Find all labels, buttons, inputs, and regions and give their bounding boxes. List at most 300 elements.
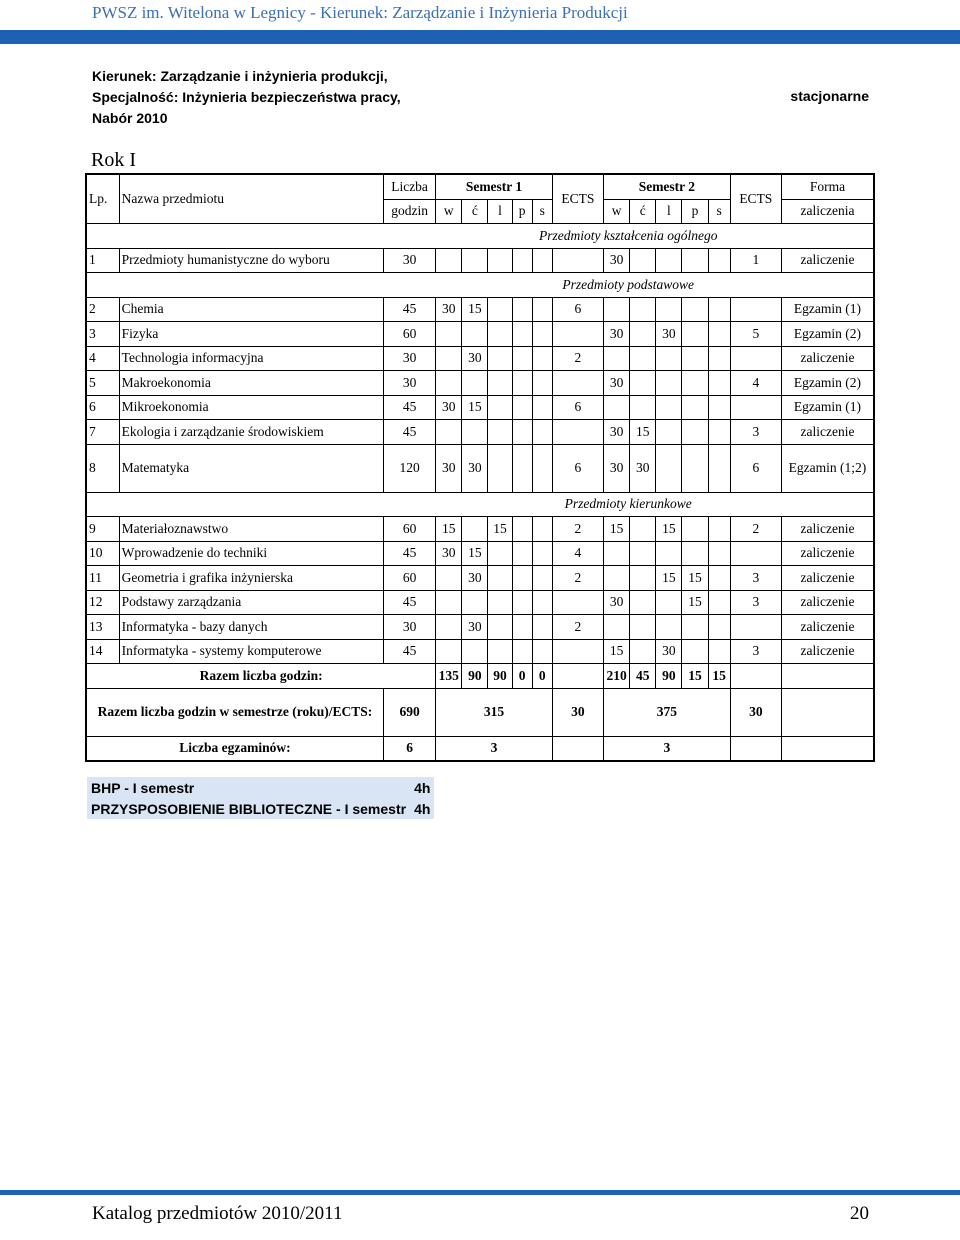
cell-ects2 (730, 395, 781, 420)
cell-s2-c (630, 297, 656, 322)
cell-s1-c: 15 (462, 297, 488, 322)
cell-name: Informatyka - bazy danych (119, 615, 383, 640)
cell-ects1 (552, 590, 603, 615)
intake-line: Nabór 2010 (92, 110, 168, 126)
cell-lp: 8 (86, 444, 119, 492)
cell-hours: 45 (383, 420, 435, 445)
cell-s1-l (488, 248, 512, 273)
cell-forma: zaliczenie (781, 615, 874, 640)
cell-s1-w (436, 590, 462, 615)
cell-s1-w (436, 248, 462, 273)
cell-s1-l (488, 590, 512, 615)
total-s1: 0 (532, 664, 552, 689)
cell-s1-w (436, 639, 462, 664)
cell-s1-s (532, 346, 552, 371)
cell-s2-c: 15 (630, 420, 656, 445)
cell-s2-p (682, 444, 708, 492)
cell-forma: Egzamin (1) (781, 395, 874, 420)
semester-totals-row (86, 688, 874, 736)
table-row (86, 615, 874, 640)
cell-s1-p (512, 590, 532, 615)
cell-forma: Egzamin (1;2) (781, 444, 874, 492)
cell-s1-p (512, 248, 532, 273)
cell-hours: 45 (383, 639, 435, 664)
cell-s1-w (436, 371, 462, 396)
cell-s2-c (630, 590, 656, 615)
cell-ects1 (552, 248, 603, 273)
table-row (86, 395, 874, 420)
cell-name: Makroekonomia (119, 371, 383, 396)
totals-label: Razem liczba godzin: (86, 664, 436, 689)
cell-s1-s (532, 322, 552, 347)
cell-s1-l (488, 566, 512, 591)
section-row (86, 224, 874, 249)
cell-s2-c (630, 346, 656, 371)
cell-lp: 3 (86, 322, 119, 347)
cell-s2-p (682, 322, 708, 347)
cell-s1-l (488, 371, 512, 396)
cell-s2-l: 15 (656, 566, 682, 591)
semester1-total: 315 (436, 688, 553, 736)
header-row-1 (86, 174, 874, 199)
cell-s2-w (604, 615, 630, 640)
cell-hours: 60 (383, 566, 435, 591)
specialty-line: Specjalność: Inżynieria bezpieczeństwa pracy, (92, 89, 401, 105)
footer-bar (0, 1190, 960, 1195)
cell-s1-c: 30 (462, 615, 488, 640)
cell-ects2: 3 (730, 420, 781, 445)
total-s1: 135 (436, 664, 462, 689)
cell-s2-c (630, 322, 656, 347)
cell-s1-s (532, 420, 552, 445)
cell-s2-c: 30 (630, 444, 656, 492)
cell-s1-w: 30 (436, 444, 462, 492)
cell-s1-s (532, 371, 552, 396)
extra-name: PRZYSPOSOBIENIE BIBLIOTECZNE - I semestr (87, 798, 410, 819)
cell-name: Informatyka - systemy komputerowe (119, 639, 383, 664)
name-header: Nazwa przedmiotu (119, 174, 383, 224)
cell-hours: 60 (383, 517, 435, 542)
cell-s2-l (656, 420, 682, 445)
cell-s2-p (682, 615, 708, 640)
cell-forma: zaliczenie (781, 566, 874, 591)
cell-s2-s (708, 639, 730, 664)
cell-lp: 13 (86, 615, 119, 640)
cell-s2-s (708, 346, 730, 371)
cell-forma: zaliczenie (781, 517, 874, 542)
lp-header: Lp. (86, 174, 119, 224)
cell-s2-l (656, 297, 682, 322)
cell-hours: 45 (383, 590, 435, 615)
cell-ects2 (730, 541, 781, 566)
cell-s1-l (488, 639, 512, 664)
cell-s1-s (532, 444, 552, 492)
header-bar (0, 30, 960, 44)
cell-s1-p (512, 444, 532, 492)
cell-s1-c: 30 (462, 566, 488, 591)
w1-header: w (436, 199, 462, 224)
cell-s2-s (708, 566, 730, 591)
cell-s2-p (682, 420, 708, 445)
total-s1: 0 (512, 664, 532, 689)
cell-s1-c (462, 420, 488, 445)
table-row (86, 322, 874, 347)
cell-s2-c (630, 371, 656, 396)
cell-s2-l (656, 395, 682, 420)
ects2-total: 30 (730, 688, 781, 736)
cell-name: Chemia (119, 297, 383, 322)
page-footer (0, 1190, 960, 1240)
cell-name: Ekologia i zarządzanie środowiskiem (119, 420, 383, 445)
cell-s2-w: 30 (604, 371, 630, 396)
cell-s1-w: 30 (436, 395, 462, 420)
header-title: PWSZ im. Witelona w Legnicy - Kierunek: Zarządzanie i Inżynieria Produkcji (92, 3, 628, 22)
program-line: Kierunek: Zarządzanie i inżynieria produkcji, (92, 68, 388, 84)
cell-s1-s (532, 590, 552, 615)
study-mode: stacjonarne (790, 88, 869, 104)
cell-ects1: 6 (552, 444, 603, 492)
semester-totals-hours: 690 (383, 688, 435, 736)
extra-row (87, 798, 434, 819)
cell-s1-w (436, 322, 462, 347)
s1-header: s (532, 199, 552, 224)
totals-row (86, 664, 874, 689)
table-row (86, 371, 874, 396)
cell-s1-w: 30 (436, 541, 462, 566)
cell-s2-w: 15 (604, 639, 630, 664)
godzin-header: godzin (383, 199, 435, 224)
cell-s1-p (512, 395, 532, 420)
cell-name: Wprowadzenie do techniki (119, 541, 383, 566)
section-title: Przedmioty kierunkowe (383, 492, 874, 517)
cell-s2-s (708, 541, 730, 566)
cell-lp: 12 (86, 590, 119, 615)
l1-header: l (488, 199, 512, 224)
total-s2: 45 (630, 664, 656, 689)
cell-hours: 30 (383, 615, 435, 640)
cell-ects2: 3 (730, 639, 781, 664)
cell-name: Matematyka (119, 444, 383, 492)
table-row (86, 248, 874, 273)
cell-ects1: 4 (552, 541, 603, 566)
cell-s2-s (708, 297, 730, 322)
cell-hours: 30 (383, 248, 435, 273)
s2-header: s (708, 199, 730, 224)
cell-ects1 (552, 639, 603, 664)
cell-s2-w: 30 (604, 248, 630, 273)
p1-header: p (512, 199, 532, 224)
exams-label: Liczba egzaminów: (86, 736, 383, 761)
cell-s2-w (604, 346, 630, 371)
cell-s2-w: 30 (604, 322, 630, 347)
exams-total: 6 (383, 736, 435, 761)
cell-name: Podstawy zarządzania (119, 590, 383, 615)
table-row (86, 639, 874, 664)
cell-s2-l (656, 371, 682, 396)
cell-s1-s (532, 541, 552, 566)
cell-ects2: 3 (730, 590, 781, 615)
cell-s2-c (630, 639, 656, 664)
cell-s2-s (708, 590, 730, 615)
cell-ects1: 2 (552, 517, 603, 542)
cell-hours: 45 (383, 395, 435, 420)
cell-s1-p (512, 566, 532, 591)
cell-ects1 (552, 420, 603, 445)
cell-s2-s (708, 420, 730, 445)
cell-s2-p (682, 639, 708, 664)
cell-s1-c (462, 322, 488, 347)
total-s1: 90 (488, 664, 512, 689)
cell-s1-p (512, 346, 532, 371)
cell-s1-p (512, 615, 532, 640)
cell-s1-w (436, 615, 462, 640)
cell-s1-p (512, 297, 532, 322)
cell-s1-l (488, 615, 512, 640)
cell-s2-l (656, 590, 682, 615)
footer-catalog: Katalog przedmiotów 2010/2011 (92, 1203, 343, 1224)
cell-s2-p (682, 517, 708, 542)
cell-s2-l (656, 248, 682, 273)
semester-totals-label: Razem liczba godzin w semestrze (roku)/ECTS: (86, 688, 383, 736)
cell-s2-w (604, 395, 630, 420)
cell-s2-s (708, 322, 730, 347)
table-row (86, 346, 874, 371)
cell-s2-p (682, 297, 708, 322)
cell-lp: 6 (86, 395, 119, 420)
cell-s1-p (512, 541, 532, 566)
cell-lp: 14 (86, 639, 119, 664)
year-label: Rok I (91, 149, 136, 171)
total-s2: 210 (604, 664, 630, 689)
cell-s2-s (708, 395, 730, 420)
cell-ects2 (730, 615, 781, 640)
section-row (86, 273, 874, 298)
extra-name: BHP - I semestr (87, 777, 410, 798)
cell-ects2: 3 (730, 566, 781, 591)
table-row (86, 444, 874, 492)
table-row (86, 297, 874, 322)
semester1-header: Semestr 1 (436, 174, 553, 199)
cell-s1-l (488, 420, 512, 445)
cell-ects1: 2 (552, 566, 603, 591)
w2-header: w (604, 199, 630, 224)
cell-hours: 45 (383, 297, 435, 322)
cell-s1-c: 30 (462, 444, 488, 492)
cell-s2-c (630, 248, 656, 273)
cell-lp: 9 (86, 517, 119, 542)
cell-s2-p (682, 248, 708, 273)
study-plan-table (85, 173, 875, 762)
cell-s2-c (630, 517, 656, 542)
total-s2: 15 (708, 664, 730, 689)
cell-s1-c (462, 517, 488, 542)
cell-s1-l (488, 444, 512, 492)
cell-lp: 10 (86, 541, 119, 566)
cell-forma: zaliczenie (781, 420, 874, 445)
cell-s1-w: 30 (436, 297, 462, 322)
cell-lp: 2 (86, 297, 119, 322)
cell-lp: 4 (86, 346, 119, 371)
cell-hours: 60 (383, 322, 435, 347)
exams-row (86, 736, 874, 761)
section-title: Przedmioty kształcenia ogólnego (383, 224, 874, 249)
cell-s2-s (708, 248, 730, 273)
cell-s1-l (488, 322, 512, 347)
cell-s1-s (532, 395, 552, 420)
cell-name: Mikroekonomia (119, 395, 383, 420)
extra-courses (87, 777, 434, 819)
cell-s1-s (532, 517, 552, 542)
cell-forma: Egzamin (1) (781, 297, 874, 322)
cell-hours: 30 (383, 346, 435, 371)
semester2-total: 375 (604, 688, 731, 736)
cell-forma: Egzamin (2) (781, 371, 874, 396)
cell-ects1: 6 (552, 297, 603, 322)
table-row (86, 541, 874, 566)
cell-forma: Egzamin (2) (781, 322, 874, 347)
cell-s2-w: 15 (604, 517, 630, 542)
cell-s1-l (488, 395, 512, 420)
cell-s1-l (488, 297, 512, 322)
cell-lp: 1 (86, 248, 119, 273)
cell-s2-l (656, 444, 682, 492)
cell-ects1 (552, 371, 603, 396)
cell-s2-s (708, 444, 730, 492)
cell-s2-c (630, 566, 656, 591)
section-row (86, 492, 874, 517)
cell-s1-c: 15 (462, 541, 488, 566)
cell-s2-w (604, 566, 630, 591)
cell-forma: zaliczenie (781, 639, 874, 664)
cell-s1-c (462, 639, 488, 664)
total-s2: 15 (682, 664, 708, 689)
cell-ects1: 2 (552, 346, 603, 371)
semester2-header: Semestr 2 (604, 174, 731, 199)
cell-hours: 30 (383, 371, 435, 396)
cell-s1-w: 15 (436, 517, 462, 542)
cell-s2-l (656, 615, 682, 640)
cell-s2-c (630, 541, 656, 566)
cell-ects1: 6 (552, 395, 603, 420)
cell-s1-s (532, 615, 552, 640)
cell-s2-l: 30 (656, 322, 682, 347)
l2-header: l (656, 199, 682, 224)
section-title: Przedmioty podstawowe (383, 273, 874, 298)
table-row (86, 517, 874, 542)
cell-ects2: 5 (730, 322, 781, 347)
cell-ects2: 1 (730, 248, 781, 273)
cell-s1-c: 30 (462, 346, 488, 371)
cell-s2-l (656, 346, 682, 371)
cell-s2-p: 15 (682, 590, 708, 615)
cell-hours: 45 (383, 541, 435, 566)
ects1-header: ECTS (552, 174, 603, 224)
cell-s1-s (532, 639, 552, 664)
extra-row (87, 777, 434, 798)
cell-s1-l (488, 346, 512, 371)
liczba-header: Liczba (383, 174, 435, 199)
cell-name: Fizyka (119, 322, 383, 347)
cell-s1-s (532, 248, 552, 273)
cell-s1-c (462, 248, 488, 273)
cell-name: Materiałoznawstwo (119, 517, 383, 542)
cell-s2-s (708, 517, 730, 542)
cell-s2-w: 30 (604, 420, 630, 445)
cell-s2-l: 15 (656, 517, 682, 542)
table-row (86, 566, 874, 591)
cell-s2-s (708, 371, 730, 396)
cell-forma: zaliczenie (781, 590, 874, 615)
cell-s1-s (532, 297, 552, 322)
cell-ects2: 2 (730, 517, 781, 542)
extra-hours: 4h (410, 798, 434, 819)
exams-semester1: 3 (436, 736, 553, 761)
cell-s1-p (512, 371, 532, 396)
cell-s1-p (512, 517, 532, 542)
page-number: 20 (850, 1203, 869, 1224)
cell-s2-p (682, 541, 708, 566)
table-row (86, 590, 874, 615)
cell-s1-s (532, 566, 552, 591)
cell-s1-w (436, 420, 462, 445)
extra-hours: 4h (410, 777, 434, 798)
cell-s2-p: 15 (682, 566, 708, 591)
cell-forma: zaliczenie (781, 346, 874, 371)
cell-s1-l (488, 541, 512, 566)
cell-s1-p (512, 420, 532, 445)
exams-semester2: 3 (604, 736, 731, 761)
cell-s2-w: 30 (604, 444, 630, 492)
cell-s2-l (656, 541, 682, 566)
cell-ects2 (730, 297, 781, 322)
total-s1: 90 (462, 664, 488, 689)
page-header (0, 0, 960, 44)
cell-s2-w (604, 297, 630, 322)
total-s2: 90 (656, 664, 682, 689)
c1-header: ć (462, 199, 488, 224)
cell-lp: 11 (86, 566, 119, 591)
cell-s1-p (512, 322, 532, 347)
cell-ects2: 4 (730, 371, 781, 396)
cell-s2-c (630, 615, 656, 640)
cell-s2-s (708, 615, 730, 640)
cell-forma: zaliczenie (781, 541, 874, 566)
program-info (92, 66, 401, 129)
p2-header: p (682, 199, 708, 224)
cell-lp: 7 (86, 420, 119, 445)
c2-header: ć (630, 199, 656, 224)
cell-ects2: 6 (730, 444, 781, 492)
cell-s2-p (682, 346, 708, 371)
zaliczenia-header: zaliczenia (781, 199, 874, 224)
cell-s2-w: 30 (604, 590, 630, 615)
cell-s1-w (436, 346, 462, 371)
cell-s2-w (604, 541, 630, 566)
cell-s1-w (436, 566, 462, 591)
cell-ects1 (552, 322, 603, 347)
cell-s2-p (682, 395, 708, 420)
cell-s1-c: 15 (462, 395, 488, 420)
cell-lp: 5 (86, 371, 119, 396)
cell-ects2 (730, 346, 781, 371)
cell-s2-c (630, 395, 656, 420)
forma-header: Forma (781, 174, 874, 199)
cell-name: Geometria i grafika inżynierska (119, 566, 383, 591)
cell-s2-p (682, 371, 708, 396)
cell-s1-l: 15 (488, 517, 512, 542)
table-row (86, 420, 874, 445)
ects2-header: ECTS (730, 174, 781, 224)
